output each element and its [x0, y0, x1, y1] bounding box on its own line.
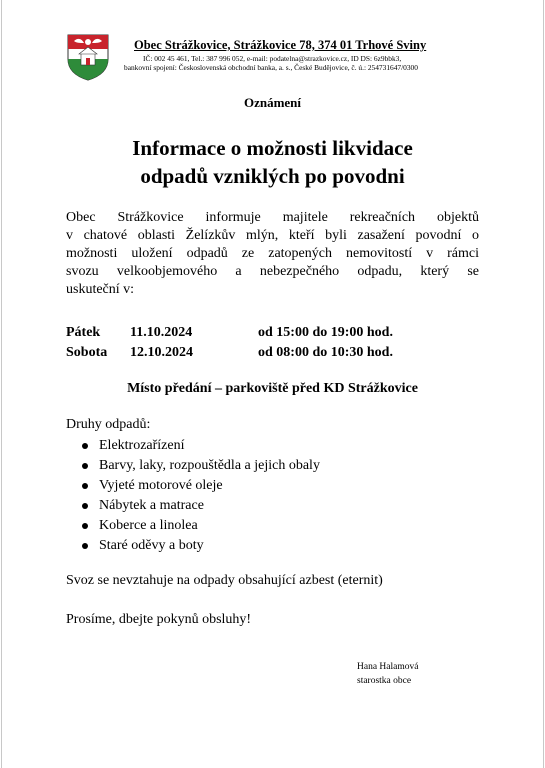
list-item — [66, 536, 320, 556]
signatory-role: starostka obce — [357, 676, 412, 686]
municipality-name: Obec Strážkovice, Strážkovice 78, 374 01 Trhové Sviny — [134, 38, 427, 52]
announcement-label: Oznámení — [243, 95, 302, 110]
collection-schedule — [66, 323, 466, 363]
schedule-row — [66, 323, 466, 343]
title-line-1: Informace o možnosti likvidace — [132, 136, 413, 160]
list-item — [66, 456, 320, 476]
list-item — [66, 516, 320, 536]
intro-paragraph — [66, 209, 479, 299]
waste-types-heading: Druhy odpadů: — [66, 417, 151, 432]
handover-place: Místo předání – parkoviště před KD Strážkovice — [127, 381, 418, 396]
schedule-day: Sobota — [66, 345, 108, 360]
list-item-label: Staré oděvy a boty — [99, 538, 204, 553]
intro-line: v chatové oblasti Želízkův mlýn, kteří byli zasažení povodní o — [66, 228, 479, 243]
intro-line: uskuteční v: — [66, 282, 135, 297]
bullet-icon — [82, 543, 88, 549]
schedule-date: 12.10.2024 — [130, 345, 193, 360]
list-item-label: Vyjeté motorové oleje — [99, 478, 223, 493]
intro-line: Obec Strážkovice informuje majitele rekreačních objektů — [66, 210, 479, 225]
document-title — [0, 134, 545, 190]
signatory-name: Hana Halamová — [357, 662, 419, 672]
schedule-time: od 15:00 do 19:00 hod. — [258, 325, 393, 340]
list-item-label: Elektrozařízení — [99, 438, 185, 453]
closing-request: Prosíme, dbejte pokynů obsluhy! — [66, 612, 252, 627]
contact-line: IČ: 002 45 461, Tel.: 387 996 052, e-mail: podatelna@strazkovice.cz, ID DS: 6z9bbk3, — [143, 54, 402, 63]
bullet-icon — [82, 503, 88, 509]
bullet-icon — [82, 463, 88, 469]
signature-block — [357, 660, 418, 688]
list-item — [66, 496, 320, 516]
schedule-day: Pátek — [66, 325, 101, 340]
list-item — [66, 476, 320, 496]
schedule-date: 11.10.2024 — [130, 325, 193, 340]
schedule-time: od 08:00 do 10:30 hod. — [258, 345, 393, 360]
list-item-label: Nábytek a matrace — [99, 498, 204, 513]
list-item — [66, 436, 320, 456]
coat-of-arms-icon — [66, 33, 110, 81]
title-line-2: odpadů vzniklých po povodni — [140, 164, 405, 188]
list-item-label: Koberce a linolea — [99, 518, 198, 533]
bank-line: bankovní spojení: Československá obchodní banka, a. s., České Budějovice, č. ú.: 254731647/0300 — [124, 63, 418, 72]
bullet-icon — [82, 443, 88, 449]
intro-line: svozu velkoobjemového a nebezpečného odpadu, který se — [66, 264, 479, 279]
schedule-row — [66, 343, 466, 363]
list-item-label: Barvy, laky, rozpouštědla a jejich obaly — [99, 458, 320, 473]
intro-line: možnosti uložení odpadů ze zatopených nemovitostí v rámci — [66, 246, 479, 261]
waste-types-list — [66, 436, 320, 556]
bullet-icon — [82, 483, 88, 489]
asbestos-note: Svoz se nevztahuje na odpady obsahující azbest (eternit) — [66, 573, 383, 588]
bullet-icon — [82, 523, 88, 529]
